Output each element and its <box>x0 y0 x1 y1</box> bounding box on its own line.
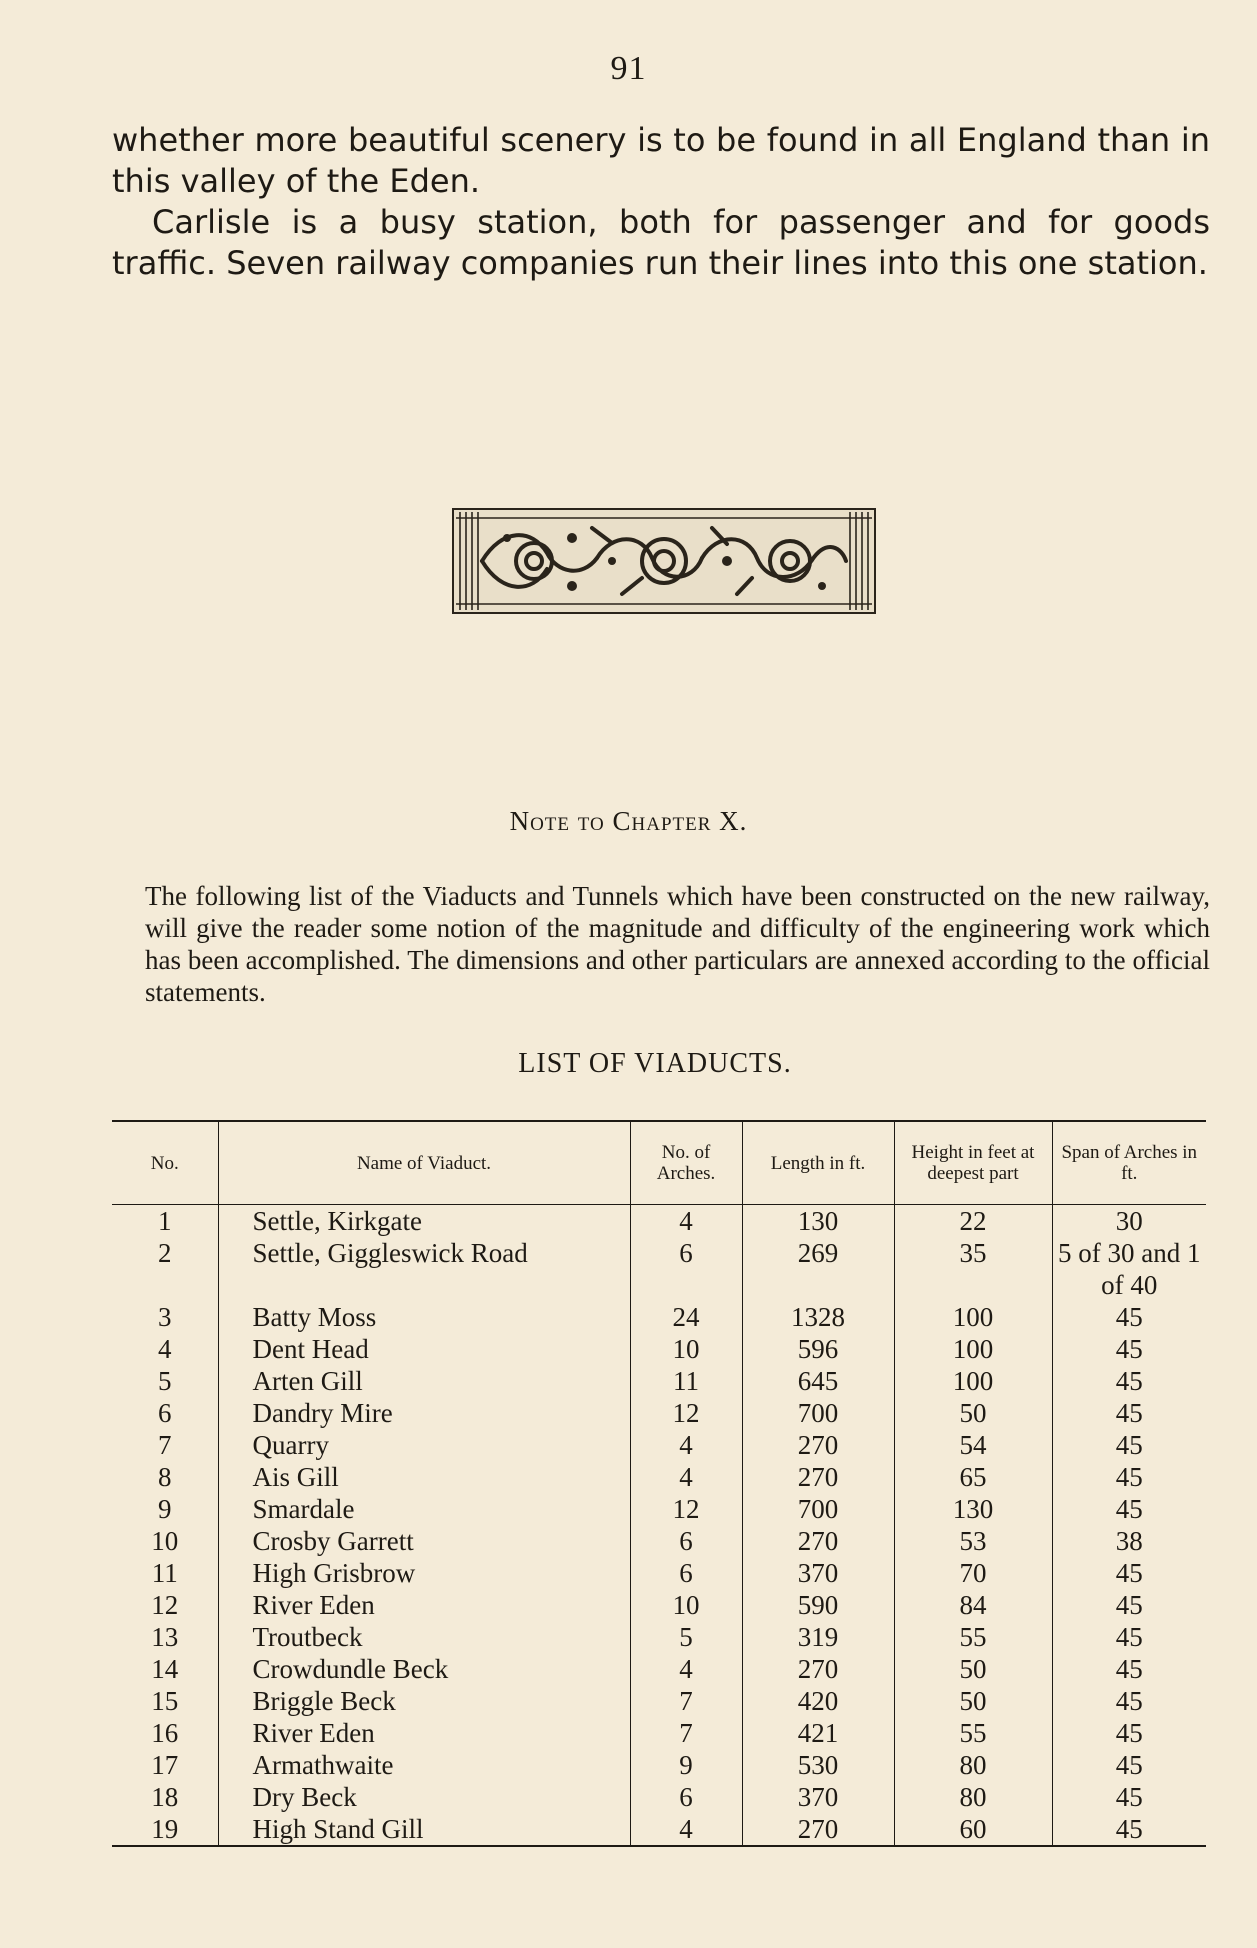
cell-length: 1328 <box>742 1301 894 1333</box>
cell-height: 100 <box>894 1301 1052 1333</box>
cell-name: High Stand Gill <box>218 1813 630 1846</box>
body-paragraph: whether more beautiful scenery is to be found in all England than in this valley of the Eden. <box>112 121 1210 200</box>
cell-span: 45 <box>1052 1717 1206 1749</box>
cell-span: 45 <box>1052 1397 1206 1429</box>
cell-span: 45 <box>1052 1589 1206 1621</box>
cell-height: 80 <box>894 1749 1052 1781</box>
note-text: The following list of the Viaducts and Tunnels which have been constructed on the new railway, will give the reader some notion of the magnitude and difficulty of the engineering work which has been accomplished. The dimensions and other particulars are annexed according to the official statements. <box>145 881 1210 1007</box>
cell-name: Briggle Beck <box>218 1685 630 1717</box>
cell-span: 45 <box>1052 1429 1206 1461</box>
cell-length: 270 <box>742 1653 894 1685</box>
cell-length: 270 <box>742 1461 894 1493</box>
cell-no: 17 <box>151 1750 179 1780</box>
cell-arches: 5 <box>630 1621 742 1653</box>
table-row <box>112 1717 1206 1749</box>
table-row <box>112 1589 1206 1621</box>
cell-span: 45 <box>1052 1653 1206 1685</box>
cell-span: 38 <box>1052 1525 1206 1557</box>
cell-length: 421 <box>742 1717 894 1749</box>
cell-name: High Grisbrow <box>218 1557 630 1589</box>
note-title: Note to Chapter X. <box>509 806 748 836</box>
cell-name: Quarry <box>218 1429 630 1461</box>
cell-height: 53 <box>894 1525 1052 1557</box>
cell-no: 12 <box>151 1590 179 1620</box>
cell-height: 50 <box>894 1397 1052 1429</box>
cell-height: 84 <box>894 1589 1052 1621</box>
cell-span: 45 <box>1052 1557 1206 1589</box>
cell-height: 22 <box>894 1205 1052 1238</box>
body-text <box>112 120 1210 284</box>
cell-arches: 7 <box>630 1685 742 1717</box>
cell-no: 8 <box>158 1462 172 1492</box>
cell-span: 45 <box>1052 1461 1206 1493</box>
cell-length: 270 <box>742 1429 894 1461</box>
cell-length: 370 <box>742 1557 894 1589</box>
cell-name: Batty Moss <box>218 1301 630 1333</box>
cell-name: Crowdundle Beck <box>218 1653 630 1685</box>
header-length: Length in ft. <box>742 1121 894 1205</box>
cell-length: 700 <box>742 1493 894 1525</box>
cell-height: 100 <box>894 1365 1052 1397</box>
cell-no: 19 <box>112 1813 218 1846</box>
cell-height: 130 <box>894 1493 1052 1525</box>
cell-length: 270 <box>742 1813 894 1846</box>
cell-arches: 10 <box>630 1333 742 1365</box>
cell-span: 45 <box>1052 1365 1206 1397</box>
table-row <box>112 1365 1206 1397</box>
table-row <box>112 1525 1206 1557</box>
cell-height: 60 <box>894 1813 1052 1846</box>
header-arches: No. of Arches. <box>630 1121 742 1205</box>
cell-no: 5 <box>158 1366 172 1396</box>
table-row <box>112 1205 1206 1238</box>
viaducts-table <box>112 1120 1206 1847</box>
cell-no: 14 <box>151 1654 179 1684</box>
table-row <box>112 1461 1206 1493</box>
cell-arches: 6 <box>630 1557 742 1589</box>
cell-length: 645 <box>742 1365 894 1397</box>
table-row <box>112 1301 1206 1333</box>
table-row <box>112 1397 1206 1429</box>
table-row <box>112 1749 1206 1781</box>
cell-span: 45 <box>1052 1621 1206 1653</box>
table-header-row <box>112 1121 1206 1205</box>
cell-arches: 4 <box>630 1205 742 1238</box>
cell-length: 319 <box>742 1621 894 1653</box>
cell-arches: 4 <box>630 1813 742 1846</box>
cell-name: Dry Beck <box>218 1781 630 1813</box>
cell-span: 45 <box>1052 1301 1206 1333</box>
cell-arches: 9 <box>630 1749 742 1781</box>
cell-length: 269 <box>742 1237 894 1301</box>
cell-no: 10 <box>151 1526 179 1556</box>
cell-no: 2 <box>158 1238 172 1268</box>
cell-arches: 12 <box>630 1493 742 1525</box>
cell-length: 130 <box>742 1205 894 1238</box>
cell-name: Smardale <box>218 1493 630 1525</box>
cell-height: 55 <box>894 1621 1052 1653</box>
table-row <box>112 1781 1206 1813</box>
cell-no: 13 <box>151 1622 179 1652</box>
table-row <box>112 1685 1206 1717</box>
cell-name: Dent Head <box>218 1333 630 1365</box>
cell-height: 50 <box>894 1653 1052 1685</box>
table-row <box>112 1333 1206 1365</box>
cell-length: 700 <box>742 1397 894 1429</box>
cell-height: 100 <box>894 1333 1052 1365</box>
cell-arches: 11 <box>630 1365 742 1397</box>
decorative-ornament <box>452 508 876 614</box>
cell-no: 3 <box>158 1302 172 1332</box>
cell-name: Settle, Kirkgate <box>218 1205 630 1238</box>
cell-height: 50 <box>894 1685 1052 1717</box>
cell-length: 420 <box>742 1685 894 1717</box>
cell-no: 11 <box>151 1558 178 1588</box>
cell-span: 45 <box>1052 1749 1206 1781</box>
table-row <box>112 1493 1206 1525</box>
cell-length: 596 <box>742 1333 894 1365</box>
cell-span: 45 <box>1052 1781 1206 1813</box>
cell-length: 370 <box>742 1781 894 1813</box>
cell-height: 70 <box>894 1557 1052 1589</box>
table-row <box>112 1621 1206 1653</box>
cell-arches: 24 <box>630 1301 742 1333</box>
cell-arches: 6 <box>630 1781 742 1813</box>
header-no: No. <box>112 1121 218 1205</box>
cell-height: 55 <box>894 1717 1052 1749</box>
cell-arches: 12 <box>630 1397 742 1429</box>
cell-no: 1 <box>158 1206 172 1236</box>
header-height: Height in feet at deepest part <box>894 1121 1052 1205</box>
cell-span: 30 <box>1052 1205 1206 1238</box>
cell-no: 16 <box>151 1718 179 1748</box>
cell-height: 54 <box>894 1429 1052 1461</box>
viaducts-table-container <box>112 1120 1206 1847</box>
table-row <box>112 1813 1206 1846</box>
cell-arches: 6 <box>630 1525 742 1557</box>
cell-arches: 7 <box>630 1717 742 1749</box>
page-number: 91 <box>610 50 647 87</box>
cell-no: 9 <box>158 1494 172 1524</box>
cell-span: 5 of 30 and 1 of 40 <box>1052 1237 1206 1301</box>
cell-no: 15 <box>151 1686 179 1716</box>
cell-name: Settle, Giggleswick Road <box>218 1237 630 1301</box>
cell-length: 270 <box>742 1525 894 1557</box>
cell-arches: 4 <box>630 1461 742 1493</box>
list-title: LIST OF VIADUCTS. <box>518 1048 792 1079</box>
table-row <box>112 1237 1206 1301</box>
header-name: Name of Viaduct. <box>218 1121 630 1205</box>
cell-arches: 6 <box>630 1237 742 1301</box>
table-body <box>112 1205 1206 1847</box>
cell-name: Armathwaite <box>218 1749 630 1781</box>
cell-height: 65 <box>894 1461 1052 1493</box>
cell-span: 45 <box>1052 1333 1206 1365</box>
cell-span: 45 <box>1052 1685 1206 1717</box>
cell-span: 45 <box>1052 1813 1206 1846</box>
cell-name: Arten Gill <box>218 1365 630 1397</box>
cell-arches: 4 <box>630 1429 742 1461</box>
table-row <box>112 1557 1206 1589</box>
cell-no: 4 <box>158 1334 172 1364</box>
cell-no: 18 <box>151 1782 179 1812</box>
cell-arches: 10 <box>630 1589 742 1621</box>
cell-height: 80 <box>894 1781 1052 1813</box>
table-row <box>112 1653 1206 1685</box>
cell-name: River Eden <box>218 1717 630 1749</box>
cell-length: 530 <box>742 1749 894 1781</box>
cell-span: 45 <box>1052 1493 1206 1525</box>
cell-no: 6 <box>158 1398 172 1428</box>
table-row <box>112 1429 1206 1461</box>
cell-name: Dandry Mire <box>218 1397 630 1429</box>
header-span: Span of Arches in ft. <box>1052 1121 1206 1205</box>
cell-name: Troutbeck <box>218 1621 630 1653</box>
cell-name: River Eden <box>218 1589 630 1621</box>
body-paragraph: Carlisle is a busy station, both for passenger and for goods traffic. Seven railway companies run their lines into this one station. <box>112 203 1210 282</box>
cell-name: Crosby Garrett <box>218 1525 630 1557</box>
cell-no: 7 <box>158 1430 172 1460</box>
cell-height: 35 <box>894 1237 1052 1301</box>
cell-name: Ais Gill <box>218 1461 630 1493</box>
cell-arches: 4 <box>630 1653 742 1685</box>
cell-length: 590 <box>742 1589 894 1621</box>
